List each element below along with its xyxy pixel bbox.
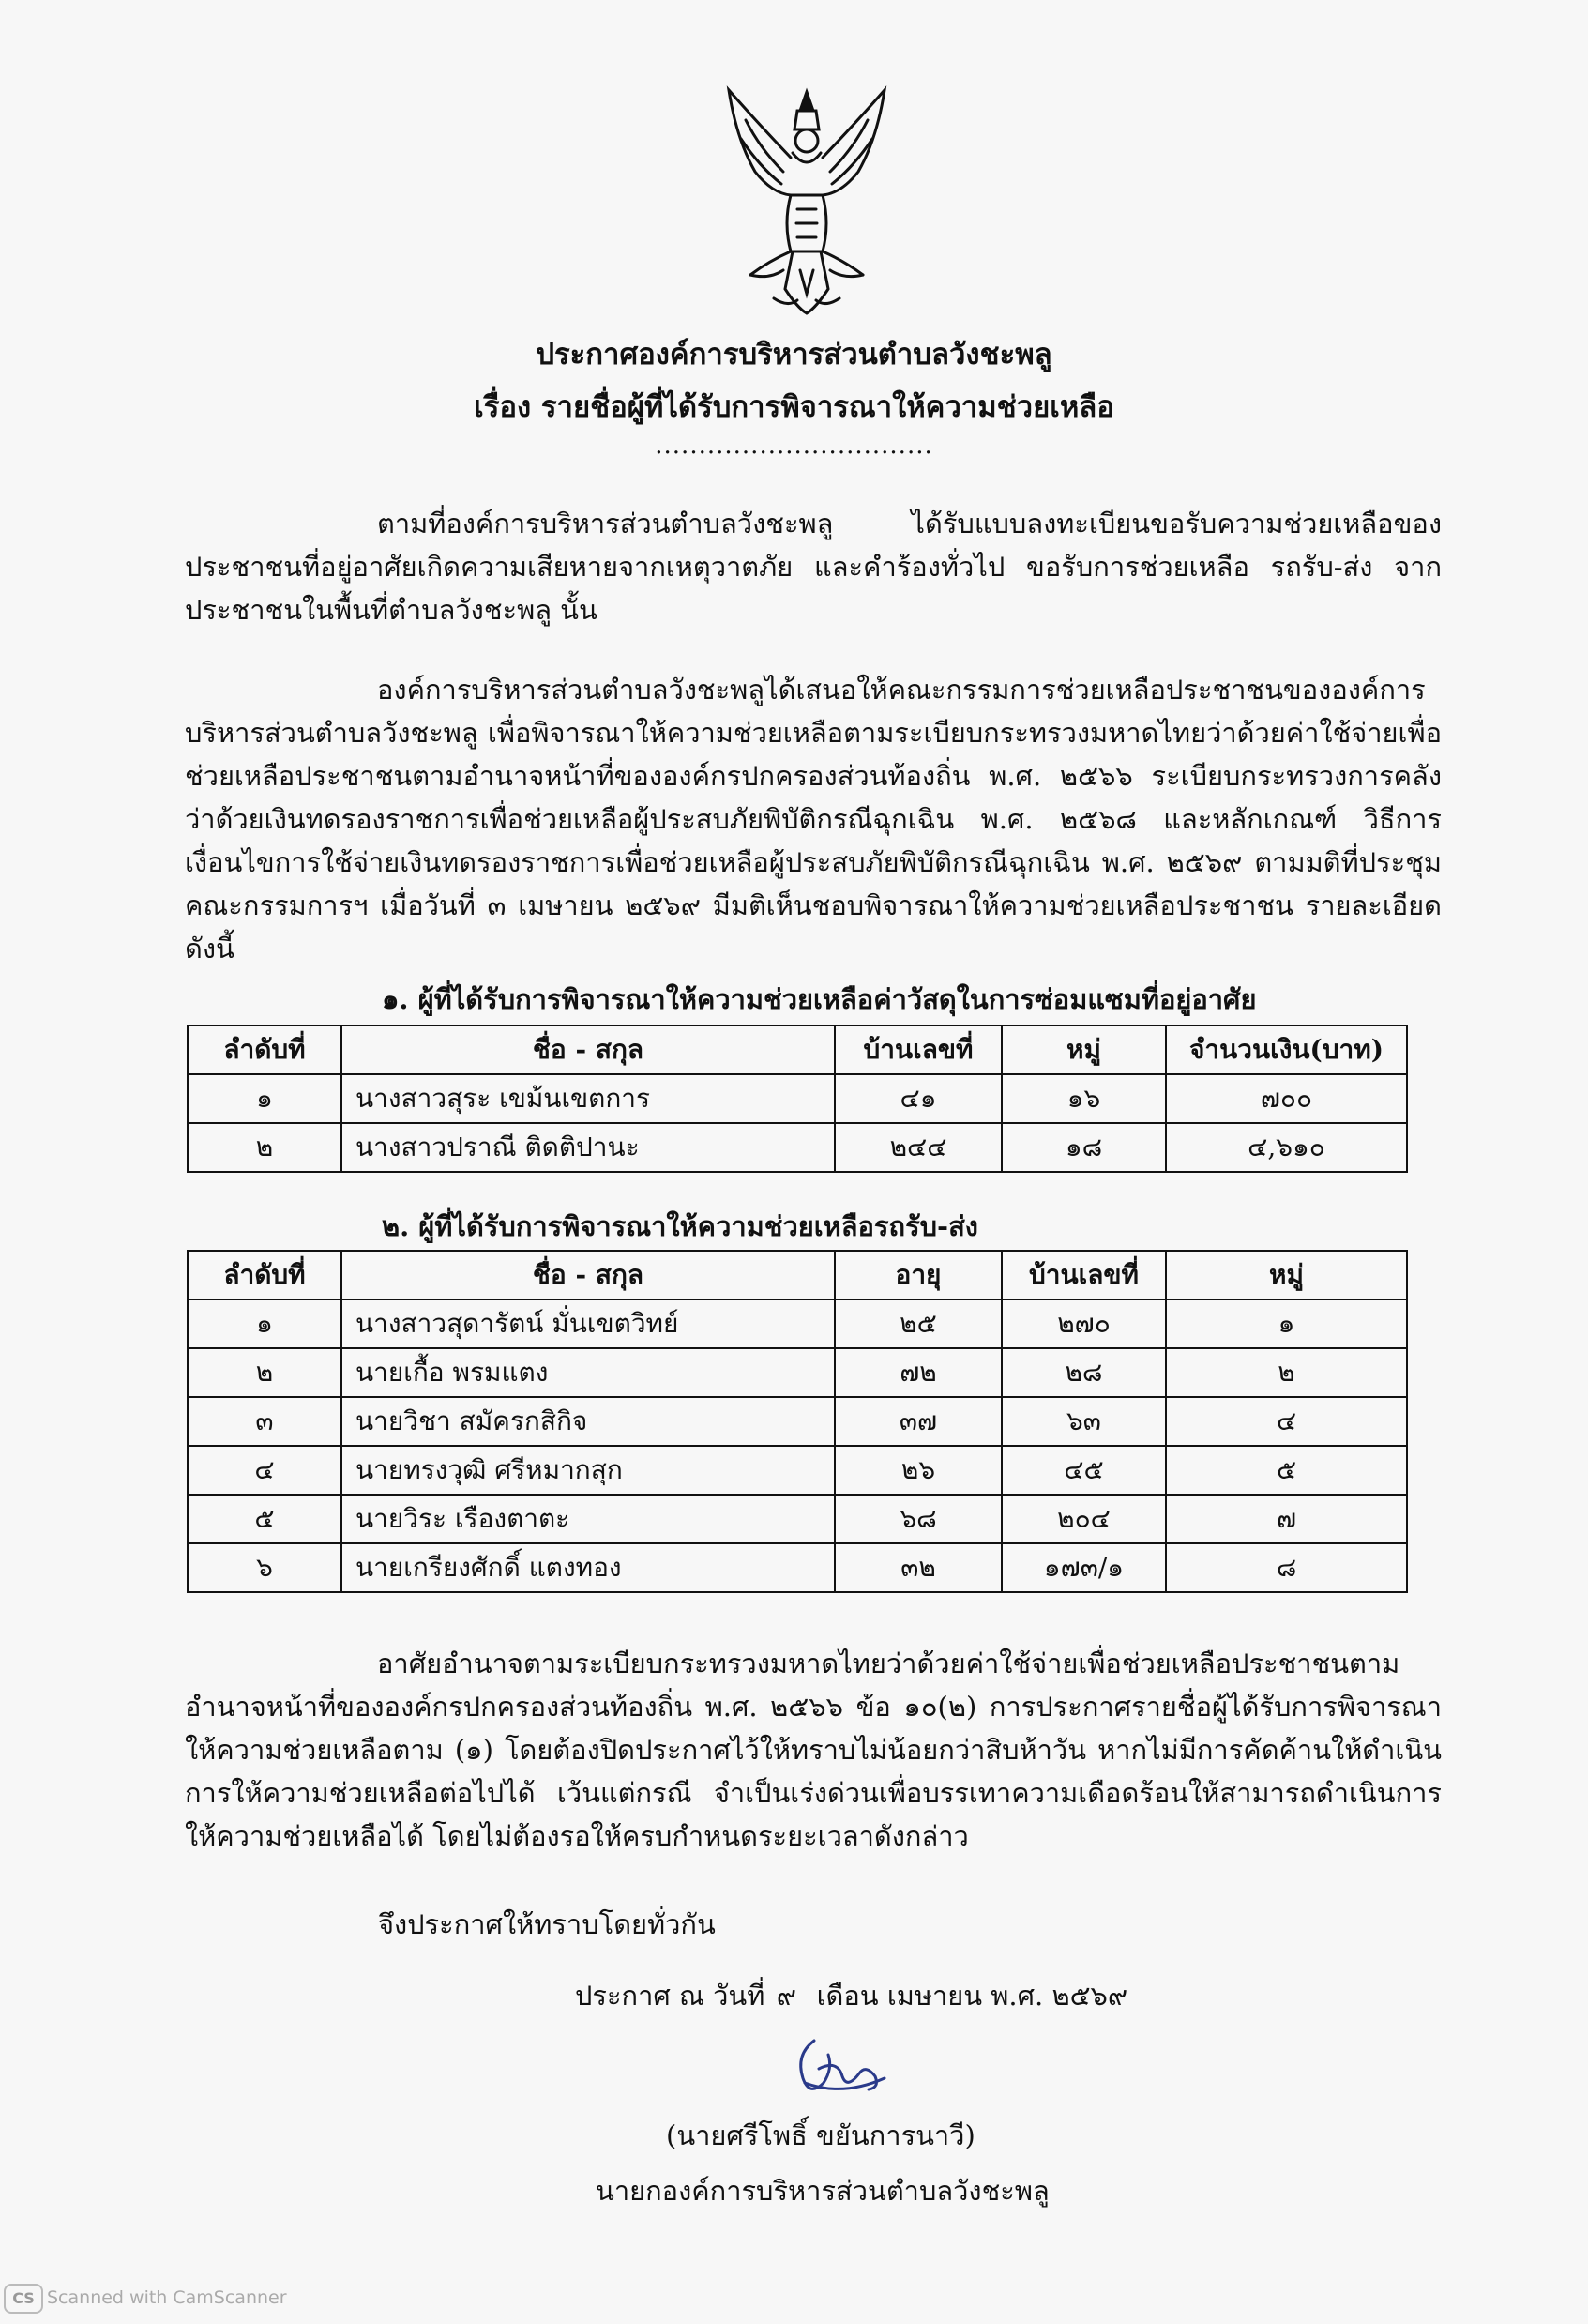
cell-name: นายวิระ เรืองตาตะ: [341, 1495, 835, 1543]
cell-age: ๓๗: [835, 1397, 1002, 1446]
date-day: ๙: [776, 1980, 797, 2012]
announcement-date: [575, 1974, 1127, 2017]
signer-position: นายกองค์การบริหารส่วนตำบลวังชะพลู: [596, 2175, 1050, 2207]
cell-house: ๒๐๔: [1002, 1495, 1166, 1543]
cell-age: ๗๒: [835, 1348, 1002, 1397]
cell-moo: ๕: [1166, 1446, 1407, 1495]
cell-amount: ๔,๖๑๐: [1166, 1123, 1407, 1172]
cell-moo: ๑๖: [1002, 1074, 1166, 1123]
cell-name: นางสาวปราณี ติดติปานะ: [341, 1123, 835, 1172]
column-header: หมู่: [1166, 1251, 1407, 1299]
table-row: [188, 1348, 1407, 1397]
title-divider: ................................: [655, 432, 933, 460]
table-header-row: [188, 1251, 1407, 1299]
date-rest: เดือน เมษายน พ.ศ. ๒๕๖๙: [816, 1980, 1128, 2012]
cell-house: ๖๓: [1002, 1397, 1166, 1446]
table-row: [188, 1446, 1407, 1495]
table-row: [188, 1543, 1407, 1592]
announcement-title: ประกาศองค์การบริหารส่วนตำบลวังชะพลู: [536, 338, 1052, 372]
cell-moo: ๔: [1166, 1397, 1407, 1446]
section2-table: [187, 1250, 1408, 1593]
column-header: หมู่: [1002, 1025, 1166, 1074]
cell-name: นายวิชา สมัครกสิกิจ: [341, 1397, 835, 1446]
cell-amount: ๗๐๐: [1166, 1074, 1407, 1123]
cell-name: นายทรงวุฒิ ศรีหมากสุก: [341, 1446, 835, 1495]
column-header: จำนวนเงิน(บาท): [1166, 1025, 1407, 1074]
cell-no: ๕: [188, 1495, 341, 1543]
cell-moo: ๒: [1166, 1348, 1407, 1397]
cell-moo: ๘: [1166, 1543, 1407, 1592]
column-header: ลำดับที่: [188, 1251, 341, 1299]
column-header: ลำดับที่: [188, 1025, 341, 1074]
garuda-emblem-icon: [718, 83, 896, 319]
cell-name: นายเกรียงศักดิ์ แตงทอง: [341, 1543, 835, 1592]
paragraph-committee: องค์การบริหารส่วนตำบลวังชะพลูได้เสนอให้คณะกรรมการช่วยเหลือประชาชนขององค์การบริหารส่วนตำบลวังชะพลู เพื่อพิจารณาให้ความช่วยเหลือตามระเบียบกระทรวงมหาดไทยว่าด้วยค่าใช้จ่ายเพื่อช่วยเหลือประชาชนตามอำนาจหน้าที่ขององค์กรปกครองส่วนท้องถิ่น พ.ศ. ๒๕๖๖ ระเบียบกระทรวงการคลังว่าด้วยเงินทดรองราชการเพื่อช่วยเหลือผู้ประสบภัยพิบัติกรณีฉุกเฉิน พ.ศ. ๒๕๖๘ และหลักเกณฑ์ วิธีการ เงื่อนไขการใช้จ่ายเงินทดรองราชการเพื่อช่วยเหลือผู้ประสบภัยพิบัติกรณีฉุกเฉิน พ.ศ. ๒๕๖๙ ตามมติที่ประชุมคณะกรรมการฯ เมื่อวันที่ ๓ เมษายน ๒๕๖๙ มีมติเห็นชอบพิจารณาให้ความช่วยเหลือประชาชน รายละเอียดดังนี้: [185, 674, 1442, 965]
cell-house: ๒๗๐: [1002, 1299, 1166, 1348]
paragraph-authority: อาศัยอำนาจตามระเบียบกระทรวงมหาดไทยว่าด้วยค่าใช้จ่ายเพื่อช่วยเหลือประชาชนตามอำนาจหน้าที่ขององค์กรปกครองส่วนท้องถิ่น พ.ศ. ๒๕๖๖ ข้อ ๑๐(๒) การประกาศรายชื่อผู้ได้รับการพิจารณาให้ความช่วยเหลือตาม (๑) โดยต้องปิดประกาศไว้ให้ทราบไม่น้อยกว่าสิบห้าวัน หากไม่มีการคัดค้านให้ดำเนินการให้ความช่วยเหลือต่อไปได้ เว้นแต่กรณี จำเป็นเร่งด่วนเพื่อบรรเทาความเดือดร้อนให้สามารถดำเนินการให้ความช่วยเหลือได้ โดยไม่ต้องรอให้ครบกำหนดระยะเวลาดังกล่าว: [185, 1648, 1442, 1852]
cell-no: ๖: [188, 1543, 341, 1592]
section2-heading: ๒. ผู้ที่ได้รับการพิจารณาให้ความช่วยเหลือรถรับ-ส่ง: [382, 1210, 978, 1242]
cell-no: ๒: [188, 1123, 341, 1172]
signature-mark: [786, 2031, 891, 2106]
cell-house: ๔๕: [1002, 1446, 1166, 1495]
table-header-row: [188, 1025, 1407, 1074]
date-prefix: ประกาศ ณ วันที่: [575, 1980, 765, 2012]
cell-name: นางสาวสุดารัตน์ มั่นเขตวิทย์: [341, 1299, 835, 1348]
table-row: [188, 1299, 1407, 1348]
table-row: [188, 1074, 1407, 1123]
cell-house: ๔๑: [835, 1074, 1002, 1123]
cell-no: ๑: [188, 1074, 341, 1123]
cell-house: ๑๗๓/๑: [1002, 1543, 1166, 1592]
cell-moo: ๑: [1166, 1299, 1407, 1348]
column-header: ชื่อ - สกุล: [341, 1025, 835, 1074]
camscanner-logo: CS: [4, 2284, 43, 2314]
cell-no: ๓: [188, 1397, 341, 1446]
table-row: [188, 1123, 1407, 1172]
cell-no: ๑: [188, 1299, 341, 1348]
cell-name: นายเกื้อ พรมแตง: [341, 1348, 835, 1397]
cell-age: ๒๕: [835, 1299, 1002, 1348]
cell-house: ๒๘: [1002, 1348, 1166, 1397]
cell-house: ๒๔๔: [835, 1123, 1002, 1172]
closing-statement: จึงประกาศให้ทราบโดยทั่วกัน: [378, 1908, 716, 1940]
column-header: ชื่อ - สกุล: [341, 1251, 835, 1299]
cell-age: ๓๒: [835, 1543, 1002, 1592]
cell-no: ๔: [188, 1446, 341, 1495]
cell-age: ๒๖: [835, 1446, 1002, 1495]
table-row: [188, 1495, 1407, 1543]
cell-moo: ๗: [1166, 1495, 1407, 1543]
column-header: บ้านเลขที่: [1002, 1251, 1166, 1299]
table-row: [188, 1397, 1407, 1446]
section1-heading: ๑. ผู้ที่ได้รับการพิจารณาให้ความช่วยเหลือค่าวัสดุในการซ่อมแซมที่อยู่อาศัย: [382, 983, 1257, 1015]
cell-age: ๖๘: [835, 1495, 1002, 1543]
column-header: อายุ: [835, 1251, 1002, 1299]
cell-moo: ๑๘: [1002, 1123, 1166, 1172]
cell-no: ๒: [188, 1348, 341, 1397]
cell-name: นางสาวสุระ เขม้นเขตการ: [341, 1074, 835, 1123]
paragraph-intro: ตามที่องค์การบริหารส่วนตำบลวังชะพลู ได้รับแบบลงทะเบียนขอรับความช่วยเหลือของประชาชนที่อยู่อาศัยเกิดความเสียหายจากเหตุวาตภัย และคำร้องทั่วไป ขอรับการช่วยเหลือ รถรับ-ส่ง จากประชาชนในพื้นที่ตำบลวังชะพลู นั้น: [185, 508, 1442, 626]
announcement-subject: เรื่อง รายชื่อผู้ที่ได้รับการพิจารณาให้ความช่วยเหลือ: [474, 390, 1114, 424]
column-header: บ้านเลขที่: [835, 1025, 1002, 1074]
camscanner-watermark: Scanned with CamScanner: [47, 2287, 287, 2308]
signer-name: (นายศรีโพธิ์ ขยันการนาวี): [666, 2119, 975, 2151]
section1-table: [187, 1025, 1408, 1173]
